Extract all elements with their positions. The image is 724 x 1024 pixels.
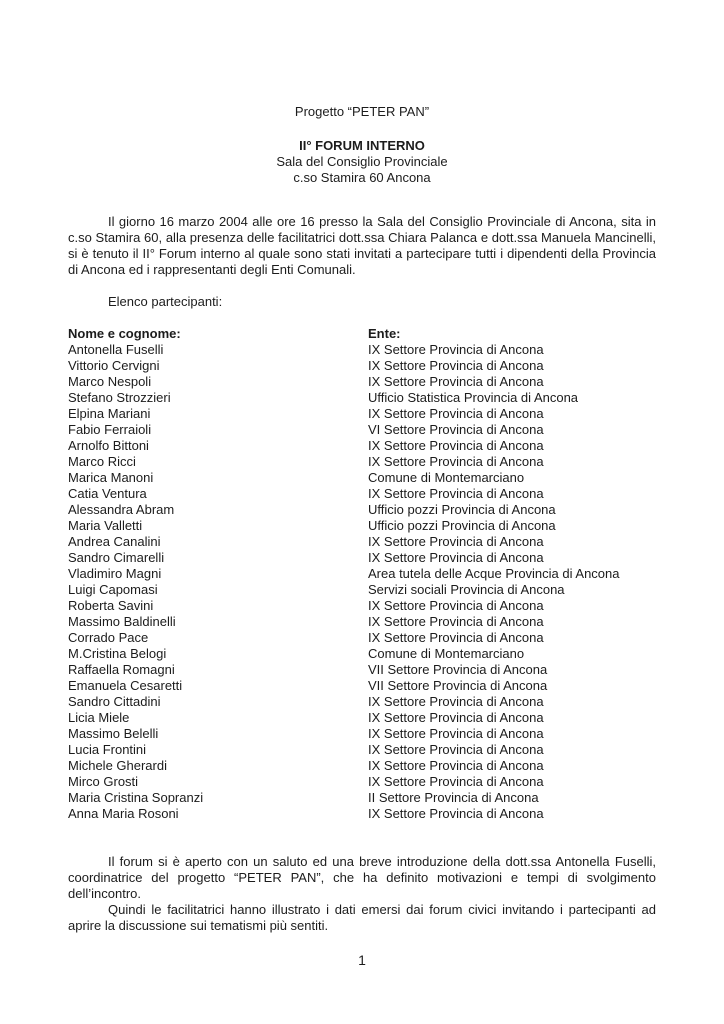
participant-ente: Area tutela delle Acque Provincia di Ancona (368, 566, 620, 581)
participant-name: Alessandra Abram (68, 502, 175, 517)
participant-name: Fabio Ferraioli (68, 422, 152, 437)
participant-name: Emanuela Cesaretti (68, 678, 183, 693)
participant-ente: IX Settore Provincia di Ancona (368, 630, 544, 645)
participant-name: M.Cristina Belogi (68, 646, 167, 661)
participant-row (68, 678, 656, 694)
participant-row (68, 806, 656, 822)
participant-ente: IX Settore Provincia di Ancona (368, 358, 544, 373)
participant-name: Arnolfo Bittoni (68, 438, 149, 453)
participant-ente: IX Settore Provincia di Ancona (368, 694, 544, 709)
participants-table (68, 326, 656, 822)
participant-name: Stefano Strozzieri (68, 390, 171, 405)
closing-paragraph-1: Il forum si è aperto con un saluto ed una breve introduzione della dott.ssa Antonella Fuselli, coordinatrice del progetto “PETER PAN”, che ha definito motivazioni e tempi di svolgimento dell’incontro. (68, 854, 656, 901)
participant-ente: IX Settore Provincia di Ancona (368, 374, 544, 389)
participant-name: Marco Nespoli (68, 374, 152, 389)
participant-name: Massimo Baldinelli (68, 614, 176, 629)
participant-name: Vladimiro Magni (68, 566, 162, 581)
participant-row (68, 742, 656, 758)
participant-row (68, 662, 656, 678)
participant-row (68, 646, 656, 662)
participant-name: Maria Cristina Sopranzi (68, 790, 204, 805)
participant-name: Sandro Cimarelli (68, 550, 165, 565)
participant-ente: IX Settore Provincia di Ancona (368, 438, 544, 453)
participant-name: Sandro Cittadini (68, 694, 161, 709)
participant-name: Massimo Belelli (68, 726, 159, 741)
participant-name: Anna Maria Rosoni (68, 806, 179, 821)
participant-ente: IX Settore Provincia di Ancona (368, 598, 544, 613)
participant-ente: Ufficio pozzi Provincia di Ancona (368, 502, 556, 517)
participant-name: Maria Valletti (68, 518, 143, 533)
participant-name: Lucia Frontini (68, 742, 147, 757)
page-number: 1 (358, 952, 366, 968)
participant-row (68, 438, 656, 454)
participant-ente: IX Settore Provincia di Ancona (368, 486, 544, 501)
participant-ente: IX Settore Provincia di Ancona (368, 758, 544, 773)
participant-row (68, 614, 656, 630)
venue-line-1: Sala del Consiglio Provinciale (276, 154, 448, 169)
participant-name: Roberta Savini (68, 598, 154, 613)
participant-name: Mirco Grosti (68, 774, 139, 789)
participant-row (68, 758, 656, 774)
participant-ente: IX Settore Provincia di Ancona (368, 550, 544, 565)
participant-name: Licia Miele (68, 710, 130, 725)
participant-ente: VI Settore Provincia di Ancona (368, 422, 544, 437)
participant-ente: IX Settore Provincia di Ancona (368, 534, 544, 549)
participant-ente: IX Settore Provincia di Ancona (368, 742, 544, 757)
participant-row (68, 790, 656, 806)
participant-row (68, 726, 656, 742)
doc-subtitle: II° FORUM INTERNO (299, 138, 425, 153)
participant-row (68, 774, 656, 790)
participant-ente: IX Settore Provincia di Ancona (368, 726, 544, 741)
participants-header-row (68, 326, 656, 342)
participant-row (68, 454, 656, 470)
participant-row (68, 470, 656, 486)
participant-row (68, 710, 656, 726)
closing-paragraph-2: Quindi le facilitatrici hanno illustrato i dati emersi dai forum civici invitando i partecipanti ad aprire la discussione sui tematismi più sentiti. (68, 902, 656, 933)
participant-row (68, 342, 656, 358)
participant-ente: Ufficio pozzi Provincia di Ancona (368, 518, 556, 533)
participant-ente: IX Settore Provincia di Ancona (368, 406, 544, 421)
participant-ente: Comune di Montemarciano (368, 646, 525, 661)
participant-row (68, 486, 656, 502)
participant-row (68, 534, 656, 550)
participant-name: Corrado Pace (68, 630, 149, 645)
participant-name: Michele Gherardi (68, 758, 167, 773)
venue-line-2: c.so Stamira 60 Ancona (293, 170, 431, 185)
participant-ente: Ufficio Statistica Provincia di Ancona (368, 390, 579, 405)
participant-row (68, 422, 656, 438)
participant-name: Elpina Mariani (68, 406, 151, 421)
participant-row (68, 518, 656, 534)
participant-ente: IX Settore Provincia di Ancona (368, 710, 544, 725)
participant-name: Raffaella Romagni (68, 662, 175, 677)
participant-row (68, 374, 656, 390)
intro-paragraph: Il giorno 16 marzo 2004 alle ore 16 presso la Sala del Consiglio Provinciale di Ancona, sita in c.so Stamira 60, alla presenza delle facilitatrici dott.ssa Chiara Palanca e dott.ssa Manuela Mancinelli, si è tenuto il II° Forum interno al quale sono stati invitati a partecipare tutti i dipendenti della Provincia di Ancona ed i rappresentanti degli Enti Comunali. (68, 214, 656, 277)
participant-ente: VII Settore Provincia di Ancona (368, 678, 548, 693)
doc-title: Progetto “PETER PAN” (294, 104, 430, 119)
participant-name: Vittorio Cervigni (68, 358, 160, 373)
participant-row (68, 502, 656, 518)
participant-ente: IX Settore Provincia di Ancona (368, 454, 544, 469)
participant-name: Andrea Canalini (68, 534, 161, 549)
participant-name: Marica Manoni (68, 470, 154, 485)
participant-ente: IX Settore Provincia di Ancona (368, 342, 544, 357)
participant-row (68, 694, 656, 710)
participant-name: Catia Ventura (68, 486, 147, 501)
participant-name: Antonella Fuselli (68, 342, 164, 357)
participant-ente: IX Settore Provincia di Ancona (368, 614, 544, 629)
participant-ente: VII Settore Provincia di Ancona (368, 662, 548, 677)
participant-row (68, 390, 656, 406)
participant-row (68, 358, 656, 374)
name-column-header: Nome e cognome: (68, 326, 181, 341)
participant-name: Luigi Capomasi (68, 582, 158, 597)
participants-list-label: Elenco partecipanti: (108, 294, 223, 309)
participant-ente: IX Settore Provincia di Ancona (368, 806, 544, 821)
participant-row (68, 566, 656, 582)
participant-row (68, 598, 656, 614)
participant-ente: Comune di Montemarciano (368, 470, 525, 485)
participant-ente: II Settore Provincia di Ancona (368, 790, 539, 805)
ente-column-header: Ente: (368, 326, 401, 341)
participant-ente: IX Settore Provincia di Ancona (368, 774, 544, 789)
participant-row (68, 550, 656, 566)
participant-name: Marco Ricci (68, 454, 136, 469)
participant-row (68, 406, 656, 422)
participant-row (68, 630, 656, 646)
participant-ente: Servizi sociali Provincia di Ancona (368, 582, 565, 597)
participant-row (68, 582, 656, 598)
